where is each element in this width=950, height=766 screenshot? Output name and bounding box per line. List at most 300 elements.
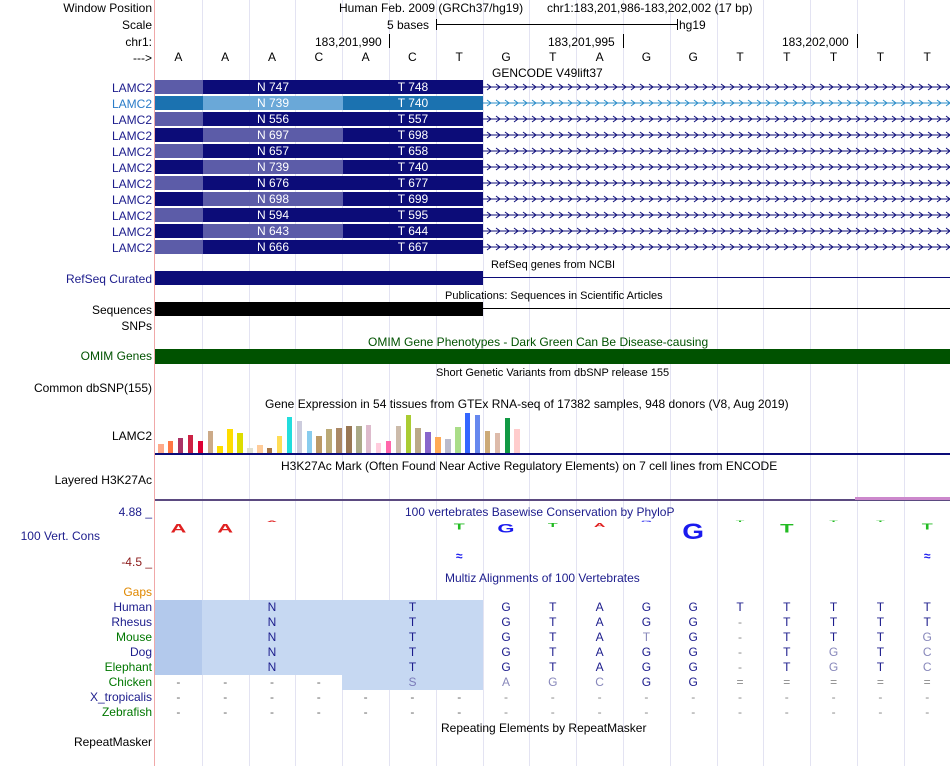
multiz-base: =: [830, 675, 838, 689]
gencode-gene-label[interactable]: LAMC2: [111, 225, 152, 239]
gtex-tissue-bar[interactable]: [158, 444, 164, 453]
multiz-gap: -: [316, 705, 321, 719]
exon-leading-block: [155, 160, 203, 174]
multiz-base: G: [641, 675, 652, 689]
dbsnp-track-title: Short Genetic Variants from dbSNP release 155: [436, 367, 670, 379]
conservation-letter: T: [921, 522, 933, 532]
gencode-transcript-row[interactable]: [155, 240, 950, 254]
multiz-base: T: [549, 600, 557, 614]
gencode-transcript-row[interactable]: [155, 160, 950, 174]
gencode-transcript-row[interactable]: [155, 192, 950, 206]
track-label-column: [0, 0, 154, 766]
multiz-base: G: [922, 630, 932, 644]
tick-label-2: 183,201,995: [548, 35, 615, 49]
multiz-gap: -: [457, 705, 462, 719]
gtex-tissue-bar[interactable]: [406, 415, 412, 453]
multiz-gap: -: [457, 690, 462, 704]
multiz-base: -: [644, 690, 649, 704]
gencode-gene-label[interactable]: LAMC2: [111, 113, 152, 127]
tick-label-3: 183,202,000: [782, 35, 849, 49]
multiz-block-t: T: [342, 630, 483, 645]
codon-t-label: T 748: [343, 80, 483, 94]
multiz-block-n: N: [202, 630, 342, 645]
gtex-tissue-bar[interactable]: [316, 436, 322, 453]
multiz-base: G: [688, 660, 698, 674]
multiz-base: G: [501, 645, 511, 659]
multiz-base: T: [829, 600, 838, 614]
base-5: A: [361, 50, 370, 64]
base-11: G: [641, 50, 652, 64]
multiz-base: G: [688, 600, 698, 614]
gencode-transcript-row[interactable]: [155, 224, 950, 238]
multiz-base: G: [501, 630, 511, 644]
multiz-base: -: [644, 705, 649, 719]
gtex-tissue-bar[interactable]: [336, 428, 342, 453]
gtex-tissue-bar[interactable]: [455, 427, 461, 453]
multiz-gap: -: [223, 705, 228, 719]
multiz-base: T: [876, 645, 885, 659]
multiz-base: A: [501, 675, 510, 689]
exon-leading-block: [155, 176, 203, 190]
label-gtex-gene[interactable]: LAMC2: [111, 429, 152, 443]
gtex-tissue-bar[interactable]: [287, 417, 293, 453]
multiz-base: -: [691, 705, 696, 719]
codon-n-label: N 698: [203, 192, 343, 206]
species-label[interactable]: Chicken: [108, 675, 152, 689]
intron-arrow-line: [483, 176, 950, 190]
multiz-base: G: [828, 660, 839, 674]
gencode-transcript-row[interactable]: [155, 144, 950, 158]
multiz-base: A: [595, 630, 604, 644]
codon-t-label: T 740: [343, 96, 483, 110]
gtex-tissue-bar[interactable]: [415, 428, 421, 453]
multiz-base: =: [783, 675, 791, 689]
multiz-base: G: [641, 645, 652, 659]
base-9: T: [549, 50, 557, 64]
base-16: T: [876, 50, 885, 64]
gtex-tissue-bar[interactable]: [208, 431, 214, 453]
multiz-base: =: [736, 675, 744, 689]
gtex-bar-chart[interactable]: [155, 411, 535, 453]
gtex-tissue-bar[interactable]: [307, 431, 313, 453]
multiz-base: T: [549, 645, 557, 659]
intron-arrow-line: [483, 80, 950, 94]
gtex-tissue-bar[interactable]: [198, 441, 204, 453]
multiz-gap: -: [223, 675, 228, 689]
label-vert-cons[interactable]: 100 Vert. Cons: [20, 529, 100, 543]
gencode-transcript-row[interactable]: [155, 96, 950, 110]
species-label[interactable]: Zebrafish: [101, 705, 152, 719]
conservation-track-title: 100 vertebrates Basewise Conservation by PhyloP: [405, 505, 675, 519]
species-label[interactable]: Elephant: [104, 660, 152, 674]
gencode-gene-label[interactable]: LAMC2: [111, 129, 152, 143]
multiz-gap: -: [270, 690, 274, 704]
base-13: T: [736, 50, 744, 64]
multiz-base: T: [783, 615, 791, 629]
multiz-base: -: [878, 690, 883, 704]
multiz-base: =: [876, 675, 884, 689]
intron-arrow-line: [483, 112, 950, 126]
label-refseq-curated[interactable]: RefSeq Curated: [65, 272, 152, 286]
assembly-title: Human Feb. 2009 (GRCh37/hg19): [339, 1, 524, 15]
multiz-base: G: [641, 600, 652, 614]
codon-t-label: T 658: [343, 144, 483, 158]
conservation-letter: T: [780, 521, 794, 536]
gencode-gene-label[interactable]: LAMC2: [111, 241, 152, 255]
multiz-base: G: [828, 645, 839, 659]
multiz-base: T: [783, 645, 791, 659]
gtex-tissue-bar[interactable]: [227, 429, 233, 453]
gtex-tissue-bar[interactable]: [505, 418, 511, 453]
gtex-tissue-bar[interactable]: [178, 438, 184, 453]
multiz-base: T: [549, 630, 557, 644]
multiz-base: T: [829, 630, 838, 644]
gtex-tissue-bar[interactable]: [435, 437, 441, 453]
conservation-letter: G: [682, 519, 705, 545]
gencode-transcript-row[interactable]: [155, 80, 950, 94]
label-cons-max: 4.88 _: [118, 505, 152, 519]
codon-n-label: N 657: [203, 144, 343, 158]
gtex-tissue-bar[interactable]: [376, 443, 382, 453]
multiz-base: G: [688, 645, 698, 659]
multiz-base: T: [876, 630, 885, 644]
intron-arrow-line: [483, 192, 950, 206]
codon-n-label: N 739: [203, 160, 343, 174]
base-3: A: [267, 50, 276, 64]
codon-t-label: T 740: [343, 160, 483, 174]
label-repeatmasker[interactable]: RepeatMasker: [73, 735, 152, 749]
conservation-letter: T: [547, 521, 558, 529]
multiz-block-chicken: S: [342, 675, 483, 690]
multiz-base: -: [550, 705, 555, 719]
publications-track-title: Publications: Sequences in Scientific Articles: [445, 290, 663, 302]
gencode-track-title: GENCODE V49lift37: [492, 66, 603, 80]
codon-t-label: T 699: [343, 192, 483, 206]
base-10: A: [595, 50, 604, 64]
publications-sequence-block[interactable]: [155, 302, 483, 316]
codon-n-label: N 697: [203, 128, 343, 142]
multiz-gap: -: [176, 675, 181, 689]
exon-leading-block: [155, 192, 203, 206]
base-8: G: [501, 50, 511, 64]
base-4: C: [314, 50, 324, 64]
gencode-transcript-row[interactable]: [155, 112, 950, 126]
gencode-gene-label[interactable]: LAMC2: [111, 97, 152, 111]
multiz-base: T: [736, 600, 744, 614]
exon-leading-block: [155, 144, 203, 158]
multiz-base: -: [504, 705, 508, 719]
scale-bar-left-cap: [436, 19, 437, 30]
gtex-tissue-bar[interactable]: [514, 429, 520, 453]
scale-bar: [436, 24, 678, 25]
exon-leading-block: [155, 96, 203, 110]
gtex-tissue-bar[interactable]: [188, 435, 194, 453]
multiz-block-n: N: [202, 645, 342, 660]
label-window-position: Window Position: [63, 1, 152, 15]
multiz-base: -: [738, 630, 742, 644]
gencode-gene-label[interactable]: LAMC2: [111, 209, 152, 223]
multiz-block-t: T: [342, 660, 483, 675]
multiz-block-lead: [155, 600, 202, 615]
base-15: T: [829, 50, 838, 64]
gtex-tissue-bar[interactable]: [465, 413, 471, 453]
multiz-base: T: [783, 660, 791, 674]
gtex-gene-line: [155, 453, 950, 455]
multiz-block-t: T: [342, 645, 483, 660]
multiz-base: T: [829, 615, 838, 629]
conservation-letter: G: [497, 521, 515, 536]
multiz-gap: -: [316, 690, 321, 704]
h3k27ac-signal-baseline: [155, 499, 950, 501]
multiz-block-lead: [155, 615, 202, 630]
label-snps[interactable]: SNPs: [121, 319, 152, 333]
exon-leading-block: [155, 240, 203, 254]
multiz-gap: -: [316, 675, 321, 689]
multiz-block-lead: [155, 645, 202, 660]
base-6: C: [408, 50, 417, 64]
exon-leading-block: [155, 128, 203, 142]
intron-arrow-line: [483, 160, 950, 174]
species-label[interactable]: Rhesus: [111, 615, 152, 629]
multiz-base: C: [922, 645, 932, 659]
exon-leading-block: [155, 208, 203, 222]
gtex-tissue-bar[interactable]: [257, 445, 263, 453]
codon-n-label: N 676: [203, 176, 343, 190]
multiz-base: T: [783, 600, 791, 614]
multiz-base: A: [595, 645, 604, 659]
conservation-letter: A: [217, 521, 234, 536]
multiz-gap: -: [176, 690, 181, 704]
intron-arrow-line: [483, 144, 950, 158]
codon-n-label: N 556: [203, 112, 343, 126]
multiz-base: -: [925, 705, 930, 719]
gtex-tissue-bar[interactable]: [366, 425, 372, 453]
multiz-base: G: [548, 675, 558, 689]
multiz-base: A: [595, 600, 604, 614]
gtex-tissue-bar[interactable]: [445, 439, 451, 453]
position-readout: chr1:183,201,986-183,202,002 (17 bp): [547, 1, 753, 15]
multiz-base: T: [549, 615, 557, 629]
conservation-letter: G: [640, 520, 652, 523]
codon-t-label: T 698: [343, 128, 483, 142]
multiz-base: T: [923, 600, 931, 614]
gencode-gene-label[interactable]: LAMC2: [111, 145, 152, 159]
gencode-gene-label[interactable]: LAMC2: [111, 161, 152, 175]
refseq-track-title: RefSeq genes from NCBI: [491, 259, 616, 271]
gtex-tissue-bar[interactable]: [356, 426, 362, 453]
multiz-base: -: [738, 645, 742, 659]
gtex-tissue-bar[interactable]: [297, 421, 303, 453]
species-label[interactable]: X_tropicalis: [89, 690, 152, 704]
multiz-base: C: [922, 660, 932, 674]
conservation-letter: A: [170, 521, 187, 536]
track-area[interactable]: [155, 0, 950, 766]
conservation-letter: T: [453, 522, 465, 532]
multiz-track-title: Multiz Alignments of 100 Vertebrates: [445, 571, 640, 585]
multiz-base: G: [641, 615, 652, 629]
conservation-letter-stack: ≈: [923, 549, 931, 563]
multiz-base: -: [738, 615, 742, 629]
multiz-base: -: [738, 690, 742, 704]
codon-n-label: N 594: [203, 208, 343, 222]
multiz-base: -: [831, 690, 836, 704]
gtex-tissue-bar[interactable]: [237, 433, 243, 453]
gtex-tissue-bar[interactable]: [485, 431, 491, 453]
intron-arrow-line: [483, 224, 950, 238]
base-17: T: [923, 50, 931, 64]
intron-arrow-line: [483, 96, 950, 110]
exon-leading-block: [155, 224, 203, 238]
multiz-base: G: [501, 600, 511, 614]
codon-t-label: T 667: [343, 240, 483, 254]
multiz-block-n: N: [202, 615, 342, 630]
tick-mark-2: [623, 34, 624, 48]
multiz-block-lead: [155, 660, 202, 675]
label-scale: Scale: [121, 18, 152, 32]
multiz-gap: -: [270, 675, 274, 689]
gencode-transcript-row[interactable]: [155, 128, 950, 142]
multiz-gap: -: [410, 690, 415, 704]
gencode-gene-label[interactable]: LAMC2: [111, 193, 152, 207]
multiz-block-n: N: [202, 660, 342, 675]
species-label[interactable]: Mouse: [115, 630, 152, 644]
refseq-curated-exon[interactable]: [155, 271, 483, 285]
conservation-letter: T: [876, 520, 885, 523]
gencode-gene-label[interactable]: LAMC2: [111, 177, 152, 191]
multiz-base: G: [501, 615, 511, 629]
tick-label-1: 183,201,990: [315, 35, 382, 49]
conservation-logo[interactable]: [155, 518, 950, 568]
gtex-tissue-bar[interactable]: [277, 436, 283, 453]
h3k27ac-track-title: H3K27Ac Mark (Often Found Near Active Regulatory Elements) on 7 cell lines from ENCODE: [281, 459, 778, 473]
exon-leading-block: [155, 112, 203, 126]
label-gaps[interactable]: Gaps: [123, 585, 152, 599]
conservation-letter-stack: ≈: [455, 549, 463, 563]
gtex-tissue-bar[interactable]: [495, 433, 501, 453]
base-2: A: [221, 50, 230, 64]
omim-track-title: OMIM Gene Phenotypes - Dark Green Can Be Disease-causing: [368, 335, 709, 349]
multiz-base: -: [925, 690, 930, 704]
multiz-base: G: [688, 675, 698, 689]
multiz-base: -: [878, 705, 883, 719]
conservation-letter: A: [266, 520, 278, 523]
species-label[interactable]: Dog: [129, 645, 152, 659]
label-layered-h3k27ac[interactable]: Layered H3K27Ac: [54, 473, 152, 487]
codon-t-label: T 595: [343, 208, 483, 222]
gtex-tissue-bar[interactable]: [217, 446, 223, 453]
multiz-gap: -: [270, 705, 274, 719]
label-common-dbsnp[interactable]: Common dbSNP(155): [33, 381, 152, 395]
label-chrom: chr1:: [125, 35, 152, 49]
gtex-tissue-bar[interactable]: [386, 441, 392, 453]
intron-arrow-line: [483, 208, 950, 222]
label-strand: --->: [133, 51, 152, 65]
base-12: G: [688, 50, 698, 64]
base-7: T: [455, 50, 463, 64]
refseq-curated-intron: [483, 277, 950, 278]
codon-t-label: T 644: [343, 224, 483, 238]
multiz-base: =: [923, 675, 931, 689]
exon-leading-block: [155, 80, 203, 94]
gtex-track-title: Gene Expression in 54 tissues from GTEx RNA-seq of 17382 samples, 948 donors (V8, Aug 2019): [265, 397, 789, 411]
tick-mark-3: [857, 34, 858, 48]
gencode-transcript-row[interactable]: [155, 176, 950, 190]
multiz-base: G: [688, 630, 698, 644]
multiz-base: -: [597, 690, 602, 704]
codon-t-label: T 677: [343, 176, 483, 190]
codon-n-label: N 747: [203, 80, 343, 94]
label-sequences[interactable]: Sequences: [91, 303, 152, 317]
gtex-tissue-bar[interactable]: [168, 441, 174, 453]
multiz-base: -: [597, 705, 602, 719]
gtex-tissue-bar[interactable]: [326, 429, 332, 453]
tick-mark-1: [389, 34, 390, 48]
multiz-base: -: [784, 690, 789, 704]
multiz-base: -: [738, 705, 742, 719]
multiz-base: T: [642, 630, 651, 644]
label-cons-min: -4.5 _: [121, 555, 152, 569]
gencode-gene-label[interactable]: LAMC2: [111, 81, 152, 95]
multiz-gap: -: [176, 705, 181, 719]
scale-text: 5 bases: [387, 18, 430, 32]
multiz-base: T: [783, 630, 791, 644]
multiz-base: A: [595, 660, 604, 674]
multiz-base: -: [784, 705, 789, 719]
multiz-base: -: [691, 690, 696, 704]
multiz-base: -: [738, 660, 742, 674]
publications-sequence-line: [483, 308, 950, 309]
multiz-base: C: [595, 675, 604, 689]
multiz-base: -: [550, 690, 555, 704]
multiz-gap: -: [363, 690, 368, 704]
multiz-base: -: [831, 705, 836, 719]
multiz-base: A: [595, 615, 604, 629]
multiz-block-lead: [155, 630, 202, 645]
codon-n-label: N 666: [203, 240, 343, 254]
conservation-letter: A: [593, 521, 606, 529]
multiz-block-n: N: [202, 600, 342, 615]
gencode-transcript-row[interactable]: [155, 208, 950, 222]
multiz-gap: -: [363, 705, 368, 719]
codon-t-label: T 557: [343, 112, 483, 126]
multiz-base: G: [501, 660, 511, 674]
multiz-base: T: [876, 615, 885, 629]
gtex-tissue-bar[interactable]: [346, 426, 352, 453]
codon-n-label: N 739: [203, 96, 343, 110]
multiz-base: T: [549, 660, 557, 674]
repeatmasker-track-title: Repeating Elements by RepeatMasker: [441, 721, 647, 735]
multiz-base: -: [504, 690, 508, 704]
intron-arrow-line: [483, 240, 950, 254]
gtex-tissue-bar[interactable]: [396, 426, 402, 453]
conservation-letter: T: [829, 520, 838, 523]
label-omim-genes[interactable]: OMIM Genes: [80, 349, 152, 363]
base-1: A: [174, 50, 183, 64]
conservation-letter: T: [735, 520, 745, 523]
multiz-gap: -: [410, 705, 415, 719]
scale-db: hg19: [679, 18, 706, 32]
gtex-tissue-bar[interactable]: [425, 432, 431, 453]
multiz-base: G: [641, 660, 652, 674]
multiz-gap: -: [223, 690, 228, 704]
species-label[interactable]: Human: [113, 600, 152, 614]
omim-gene-bar[interactable]: [155, 349, 950, 364]
multiz-block-t: T: [342, 600, 483, 615]
multiz-base: T: [876, 600, 885, 614]
intron-arrow-line: [483, 128, 950, 142]
multiz-base: T: [876, 660, 885, 674]
gtex-tissue-bar[interactable]: [475, 415, 481, 453]
